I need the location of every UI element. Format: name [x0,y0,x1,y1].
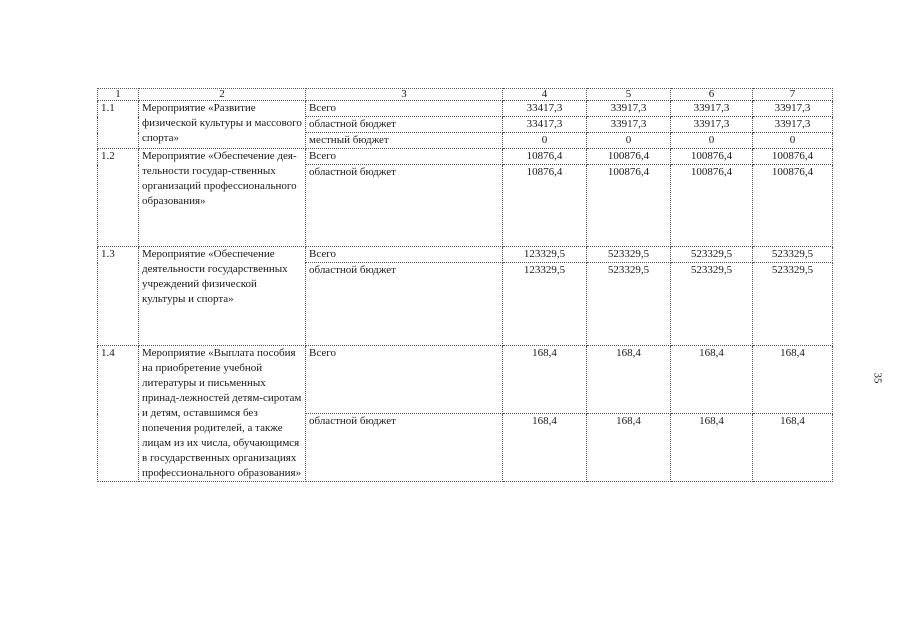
budget-label: областной бюджет [306,117,503,133]
value-cell: 33417,3 [503,117,587,133]
table-row [98,101,833,117]
value-cell: 33917,3 [753,101,833,117]
value-cell: 523329,5 [671,247,753,263]
value-cell: 100876,4 [671,149,753,165]
header-col-2: 2 [139,89,306,101]
budget-label: Всего [306,149,503,165]
page-number: 35 [871,372,884,384]
value-cell: 100876,4 [587,165,671,247]
header-row [98,89,833,101]
budget-table [97,88,833,482]
header-col-7: 7 [753,89,833,101]
value-cell: 168,4 [753,414,833,482]
value-cell: 0 [753,133,833,149]
row-description: Мероприятие «Обеспечение дея-тельности государ-ственных организаций профессионального образования» [139,149,306,247]
value-cell: 168,4 [587,346,671,414]
header-col-4: 4 [503,89,587,101]
value-cell: 523329,5 [587,247,671,263]
budget-label: Всего [306,346,503,414]
value-cell: 33917,3 [587,117,671,133]
row-description: Мероприятие «Развитие физической культуры и массового спорта» [139,101,306,149]
row-number: 1.1 [98,101,139,149]
row-number: 1.3 [98,247,139,346]
value-cell: 33917,3 [753,117,833,133]
value-cell: 100876,4 [587,149,671,165]
value-cell: 168,4 [503,414,587,482]
value-cell: 168,4 [671,414,753,482]
table-row [98,247,833,263]
budget-label: Всего [306,101,503,117]
value-cell: 168,4 [753,346,833,414]
row-description: Мероприятие «Обеспечение деятельности государственных учреждений физической культуры и спорта» [139,247,306,346]
header-col-1: 1 [98,89,139,101]
value-cell: 523329,5 [671,263,753,346]
value-cell: 523329,5 [753,263,833,346]
row-description: Мероприятие «Выплата пособия на приобретение учебной литературы и письменных принад-лежностей детям-сиротам и детям, оставшимся без попечения родителей, а также лицам из их числа, обучающимся в государственных организациях профессионального образования» [139,346,306,482]
value-cell: 10876,4 [503,165,587,247]
value-cell: 33917,3 [671,117,753,133]
value-cell: 168,4 [503,346,587,414]
row-number: 1.2 [98,149,139,247]
budget-label: областной бюджет [306,263,503,346]
value-cell: 523329,5 [753,247,833,263]
header-col-5: 5 [587,89,671,101]
value-cell: 100876,4 [753,149,833,165]
value-cell: 100876,4 [753,165,833,247]
value-cell: 168,4 [671,346,753,414]
value-cell: 0 [671,133,753,149]
value-cell: 10876,4 [503,149,587,165]
row-number: 1.4 [98,346,139,482]
value-cell: 523329,5 [587,263,671,346]
value-cell: 100876,4 [671,165,753,247]
value-cell: 0 [587,133,671,149]
budget-label: областной бюджет [306,165,503,247]
budget-label: Всего [306,247,503,263]
budget-label: местный бюджет [306,133,503,149]
value-cell: 123329,5 [503,247,587,263]
value-cell: 168,4 [587,414,671,482]
value-cell: 33917,3 [671,101,753,117]
budget-label: областной бюджет [306,414,503,482]
value-cell: 33417,3 [503,101,587,117]
value-cell: 123329,5 [503,263,587,346]
value-cell: 0 [503,133,587,149]
header-col-3: 3 [306,89,503,101]
table-row [98,346,833,414]
header-col-6: 6 [671,89,753,101]
table-row [98,149,833,165]
value-cell: 33917,3 [587,101,671,117]
